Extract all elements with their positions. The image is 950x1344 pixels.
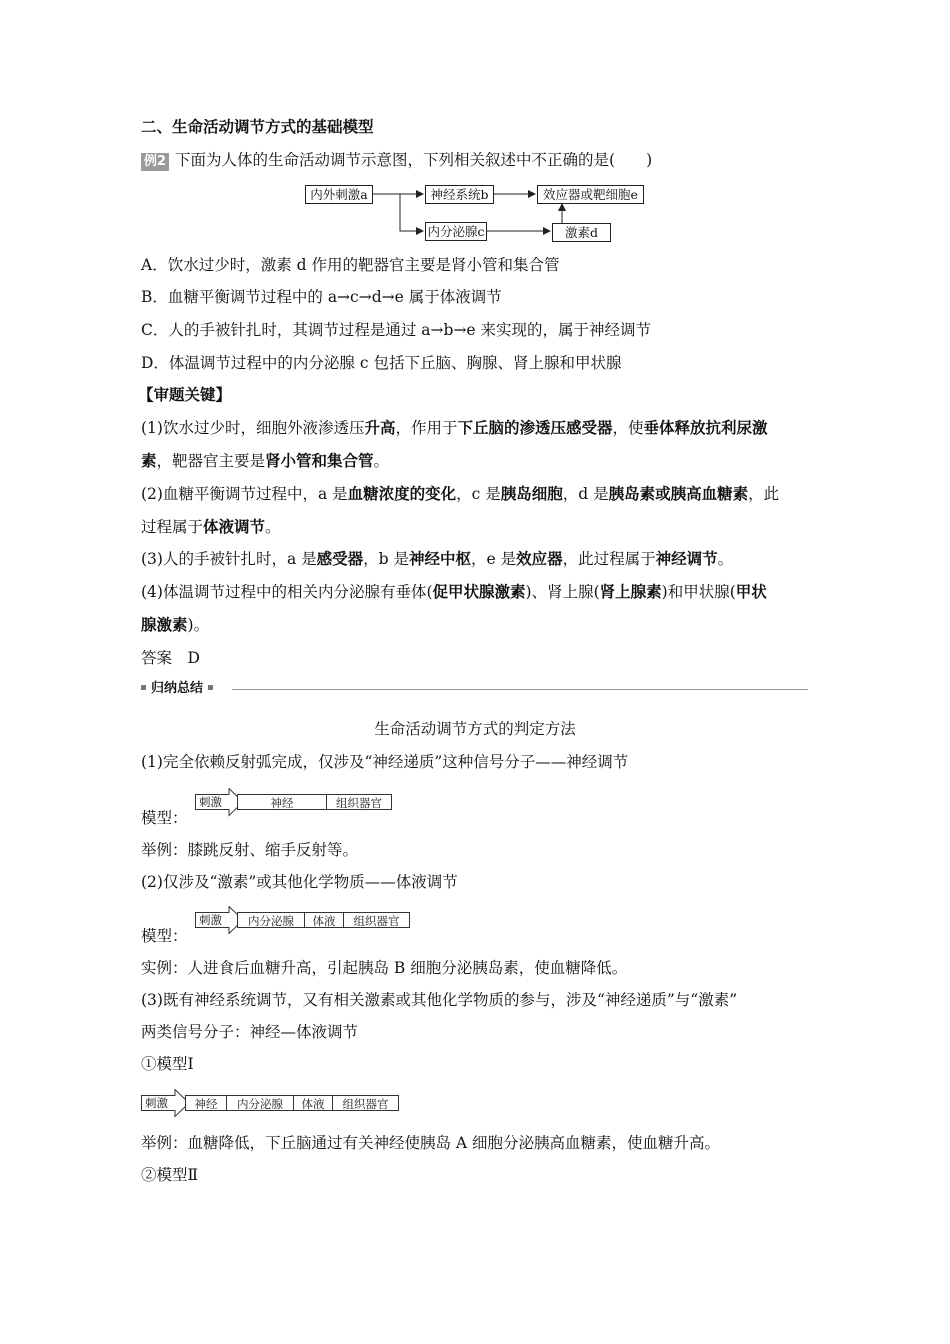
model-3-organ: 组织器官	[332, 1095, 399, 1111]
key-text: ，使	[612, 419, 644, 437]
key-text: ，e 是	[471, 550, 517, 568]
key-p2-line2	[141, 517, 281, 537]
model-label-2: 模型：	[141, 927, 188, 945]
node-gland-c: 内分泌腺c	[425, 222, 487, 241]
summary-item-3-line2: 两类信号分子：神经—体液调节	[141, 1023, 359, 1041]
example-tag: 例2	[141, 153, 169, 171]
key-highlight: 胰岛细胞	[500, 485, 563, 503]
key-text: )和甲状腺(	[661, 583, 736, 601]
node-nervous-b: 神经系统b	[425, 185, 494, 204]
model-3-fluid: 体液	[293, 1095, 333, 1111]
key-text: ，作用于	[395, 419, 458, 437]
key-p3	[141, 549, 733, 569]
answer: 答案 D	[141, 649, 200, 667]
model-1-diagram	[195, 788, 395, 818]
key-highlight: 神经中枢	[409, 550, 472, 568]
example-3: 举例：血糖降低，下丘脑通过有关神经使胰岛 A 细胞分泌胰高血糖素，使血糖升高。	[141, 1134, 721, 1152]
sub-model-1-label: ①模型Ⅰ	[141, 1055, 194, 1073]
example-question-line	[141, 150, 652, 171]
key-text: (1)饮水过少时，细胞外液渗透压	[141, 419, 365, 437]
summary-divider	[232, 689, 808, 690]
model-2-gland: 内分泌腺	[237, 912, 305, 928]
key-highlight: 甲状	[735, 583, 767, 601]
model-2-stimulus: 刺激	[199, 913, 222, 927]
model-2-fluid: 体液	[304, 912, 344, 928]
model-3-diagram	[141, 1089, 411, 1119]
key-p1-line2	[141, 451, 389, 471]
model-3-nerve: 神经	[185, 1095, 227, 1111]
summary-item-2: (2)仅涉及“激素”或其他化学物质——体液调节	[141, 873, 458, 891]
option-d: D．体温调节过程中的内分泌腺 c 包括下丘脑、胸腺、肾上腺和甲状腺	[141, 354, 622, 372]
example-2: 实例：人进食后血糖升高，引起胰岛 B 细胞分泌胰岛素，使血糖降低。	[141, 959, 628, 977]
model-3-stimulus: 刺激	[145, 1096, 168, 1110]
node-hormone-d: 激素d	[552, 223, 611, 242]
key-p4-line1	[141, 582, 767, 602]
key-text: 过程属于	[141, 518, 204, 536]
key-highlight: 效应器	[516, 550, 563, 568]
key-text: ，此	[748, 485, 780, 503]
summary-title: 生命活动调节方式的判定方法	[374, 720, 576, 738]
key-highlight: 胰岛素或胰高血糖素	[608, 485, 749, 503]
key-text: )。	[187, 616, 210, 634]
key-text: ，c 是	[456, 485, 501, 503]
key-p2-line1	[141, 484, 779, 504]
key-highlight: 垂体释放抗利尿激	[643, 419, 768, 437]
option-c: C．人的手被针扎时，其调节过程是通过 a→b→e 来实现的，属于神经调节	[141, 321, 652, 339]
model-1-organ: 组织器官	[326, 794, 392, 810]
key-highlight: 感受器	[316, 550, 364, 568]
square-bullet-icon	[208, 685, 213, 690]
model-label-1: 模型：	[141, 809, 188, 827]
regulation-diagram	[300, 180, 660, 246]
key-p4-line2	[141, 615, 209, 635]
summary-item-1: (1)完全依赖反射弧完成，仅涉及“神经递质”这种信号分子——神经调节	[141, 753, 629, 771]
summary-label-text: 归纳总结	[151, 681, 204, 696]
key-text: ，d 是	[562, 485, 609, 503]
model-1-stimulus: 刺激	[199, 795, 222, 809]
key-text: 。	[373, 452, 390, 470]
key-highlight: 素	[141, 452, 157, 470]
key-highlight: 肾小管和集合管	[265, 452, 374, 470]
key-text: (2)血糖平衡调节过程中，a 是	[141, 485, 348, 503]
key-text: 。	[717, 550, 734, 568]
option-b: B．血糖平衡调节过程中的 a→c→d→e 属于体液调节	[141, 288, 502, 306]
key-highlight: 升高	[364, 419, 396, 437]
key-highlight: 下丘脑的渗透压感受器	[457, 419, 613, 437]
section-title: 二、生命活动调节方式的基础模型	[141, 118, 374, 136]
model-2-organ: 组织器官	[343, 912, 410, 928]
key-p1-line1	[141, 418, 768, 438]
key-text: )、肾上腺(	[525, 583, 600, 601]
model-1-nerve: 神经	[237, 794, 327, 810]
node-effector-e: 效应器或靶细胞e	[537, 185, 644, 204]
key-highlight: 促甲状腺激素	[432, 583, 526, 601]
key-text: ，此过程属于	[562, 550, 656, 568]
key-highlight: 肾上腺素	[599, 583, 662, 601]
model-3-gland: 内分泌腺	[226, 1095, 294, 1111]
key-highlight: 血糖浓度的变化	[347, 485, 457, 503]
node-stimulus-a: 内外刺激a	[305, 185, 373, 204]
key-highlight: 神经调节	[655, 550, 718, 568]
summary-item-3-line1: (3)既有神经系统调节，又有相关激素或其他化学物质的参与，涉及“神经递质”与“激素”	[141, 991, 738, 1009]
option-a: A．饮水过少时，激素 d 作用的靶器官主要是肾小管和集合管	[141, 256, 560, 274]
key-text: ，b 是	[363, 550, 409, 568]
key-text: 。	[265, 518, 281, 536]
key-text: ，靶器官主要是	[156, 452, 266, 470]
summary-label	[141, 681, 213, 697]
sub-model-2-label: ②模型Ⅱ	[141, 1166, 199, 1184]
model-2-diagram	[195, 906, 415, 936]
key-highlight: 体液调节	[203, 518, 266, 536]
key-text: (3)人的手被针扎时，a 是	[141, 550, 317, 568]
key-heading: 【审题关键】	[138, 386, 232, 404]
square-bullet-icon	[141, 685, 146, 690]
key-highlight: 腺激素	[141, 616, 188, 634]
key-text: (4)体温调节过程中的相关内分泌腺有垂体(	[141, 583, 433, 601]
example-1: 举例：膝跳反射、缩手反射等。	[141, 841, 359, 859]
example-question: 下面为人体的生命活动调节示意图，下列相关叙述中不正确的是( )	[175, 151, 653, 169]
